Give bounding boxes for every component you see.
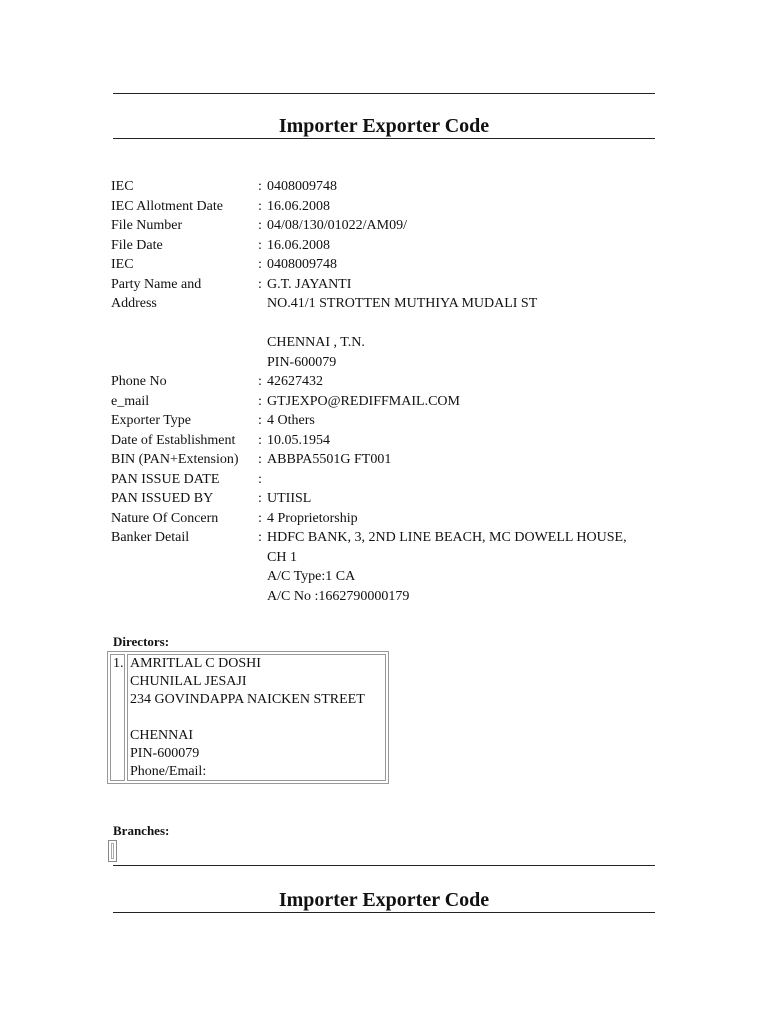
field-row bbox=[111, 236, 671, 256]
field-row bbox=[111, 392, 671, 412]
field-colon: : bbox=[258, 432, 262, 448]
field-label: e_mail bbox=[111, 393, 150, 409]
field-row bbox=[111, 275, 671, 373]
field-label: Date of Establishment bbox=[111, 432, 236, 448]
field-value: 4 Others bbox=[267, 413, 315, 428]
field-colon: : bbox=[258, 179, 262, 194]
second-top-rule bbox=[113, 865, 655, 866]
field-value bbox=[267, 470, 671, 490]
field-value: 4 Proprietorship bbox=[267, 510, 358, 526]
field-colon: : bbox=[258, 471, 262, 487]
field-value: 10.05.1954 bbox=[267, 432, 330, 448]
field-colon: : bbox=[258, 198, 262, 214]
field-colon: : bbox=[258, 530, 262, 545]
field-row bbox=[111, 255, 671, 275]
second-title-underline bbox=[113, 912, 655, 913]
field-row bbox=[111, 450, 671, 470]
branches-table bbox=[108, 840, 117, 862]
field-value: UTIISL bbox=[267, 491, 312, 506]
field-label: PAN ISSUED BY bbox=[111, 491, 214, 506]
field-row bbox=[111, 411, 671, 431]
field-label: PAN ISSUE DATE bbox=[111, 471, 220, 487]
field-row bbox=[111, 528, 671, 606]
directors-table bbox=[107, 651, 389, 784]
field-colon: : bbox=[258, 491, 262, 506]
second-page-title: Importer Exporter Code bbox=[278, 889, 490, 911]
field-row bbox=[111, 509, 671, 529]
field-colon: : bbox=[258, 393, 262, 409]
field-label: File Date bbox=[111, 237, 163, 253]
field-colon: : bbox=[258, 374, 262, 389]
field-row bbox=[111, 177, 671, 197]
field-label: File Number bbox=[111, 218, 183, 233]
directors-heading: Directors: bbox=[113, 634, 170, 649]
field-value: 0408009748 bbox=[267, 257, 337, 272]
director-details: AMRITLAL C DOSHI CHUNILAL JESAJI 234 GOVINDAPPA NAICKEN STREET CHENNAI PIN-600079 Phone/Email: bbox=[127, 654, 386, 781]
field-value: G.T. JAYANTI NO.41/1 STROTTEN MUTHIYA MUDALI ST CHENNAI , T.N. PIN-600079 bbox=[267, 276, 538, 370]
field-label: Nature Of Concern bbox=[111, 510, 219, 526]
field-value: 04/08/130/01022/AM09/ bbox=[267, 218, 408, 233]
field-row bbox=[111, 489, 671, 509]
field-label: Exporter Type bbox=[111, 413, 192, 428]
field-value: 0408009748 bbox=[267, 179, 337, 194]
field-value: 16.06.2008 bbox=[267, 237, 330, 253]
field-colon: : bbox=[258, 413, 262, 428]
field-colon: : bbox=[258, 257, 262, 272]
field-label: Banker Detail bbox=[111, 530, 190, 545]
title-underline bbox=[113, 138, 655, 139]
field-colon: : bbox=[258, 452, 262, 467]
director-row bbox=[110, 654, 386, 781]
field-row bbox=[111, 197, 671, 217]
field-row bbox=[111, 431, 671, 451]
field-colon: : bbox=[258, 276, 262, 292]
field-colon: : bbox=[258, 218, 262, 233]
field-label: IEC bbox=[111, 257, 134, 272]
field-value: ABBPA5501G FT001 bbox=[267, 452, 392, 467]
field-colon: : bbox=[258, 510, 262, 526]
field-label: Phone No bbox=[111, 374, 167, 389]
field-row bbox=[111, 470, 671, 490]
field-label: IEC Allotment Date bbox=[111, 198, 223, 214]
field-row bbox=[111, 372, 671, 392]
field-label: IEC bbox=[111, 179, 134, 194]
top-rule bbox=[113, 93, 655, 94]
page-title: Importer Exporter Code bbox=[278, 115, 490, 137]
field-value: 16.06.2008 bbox=[267, 198, 330, 214]
field-label: Party Name and Address bbox=[111, 276, 202, 311]
field-colon: : bbox=[258, 237, 262, 253]
field-value: GTJEXPO@REDIFFMAIL.COM bbox=[267, 393, 460, 409]
field-value: 42627432 bbox=[267, 374, 323, 389]
director-number: 1. bbox=[110, 654, 125, 781]
field-value: HDFC BANK, 3, 2ND LINE BEACH, MC DOWELL HOUSE, CH 1 A/C Type:1 CA A/C No :1662790000179 bbox=[267, 530, 627, 604]
field-label: BIN (PAN+Extension) bbox=[111, 452, 239, 467]
iec-details bbox=[111, 177, 671, 606]
field-row bbox=[111, 216, 671, 236]
branches-heading: Branches: bbox=[113, 823, 170, 838]
